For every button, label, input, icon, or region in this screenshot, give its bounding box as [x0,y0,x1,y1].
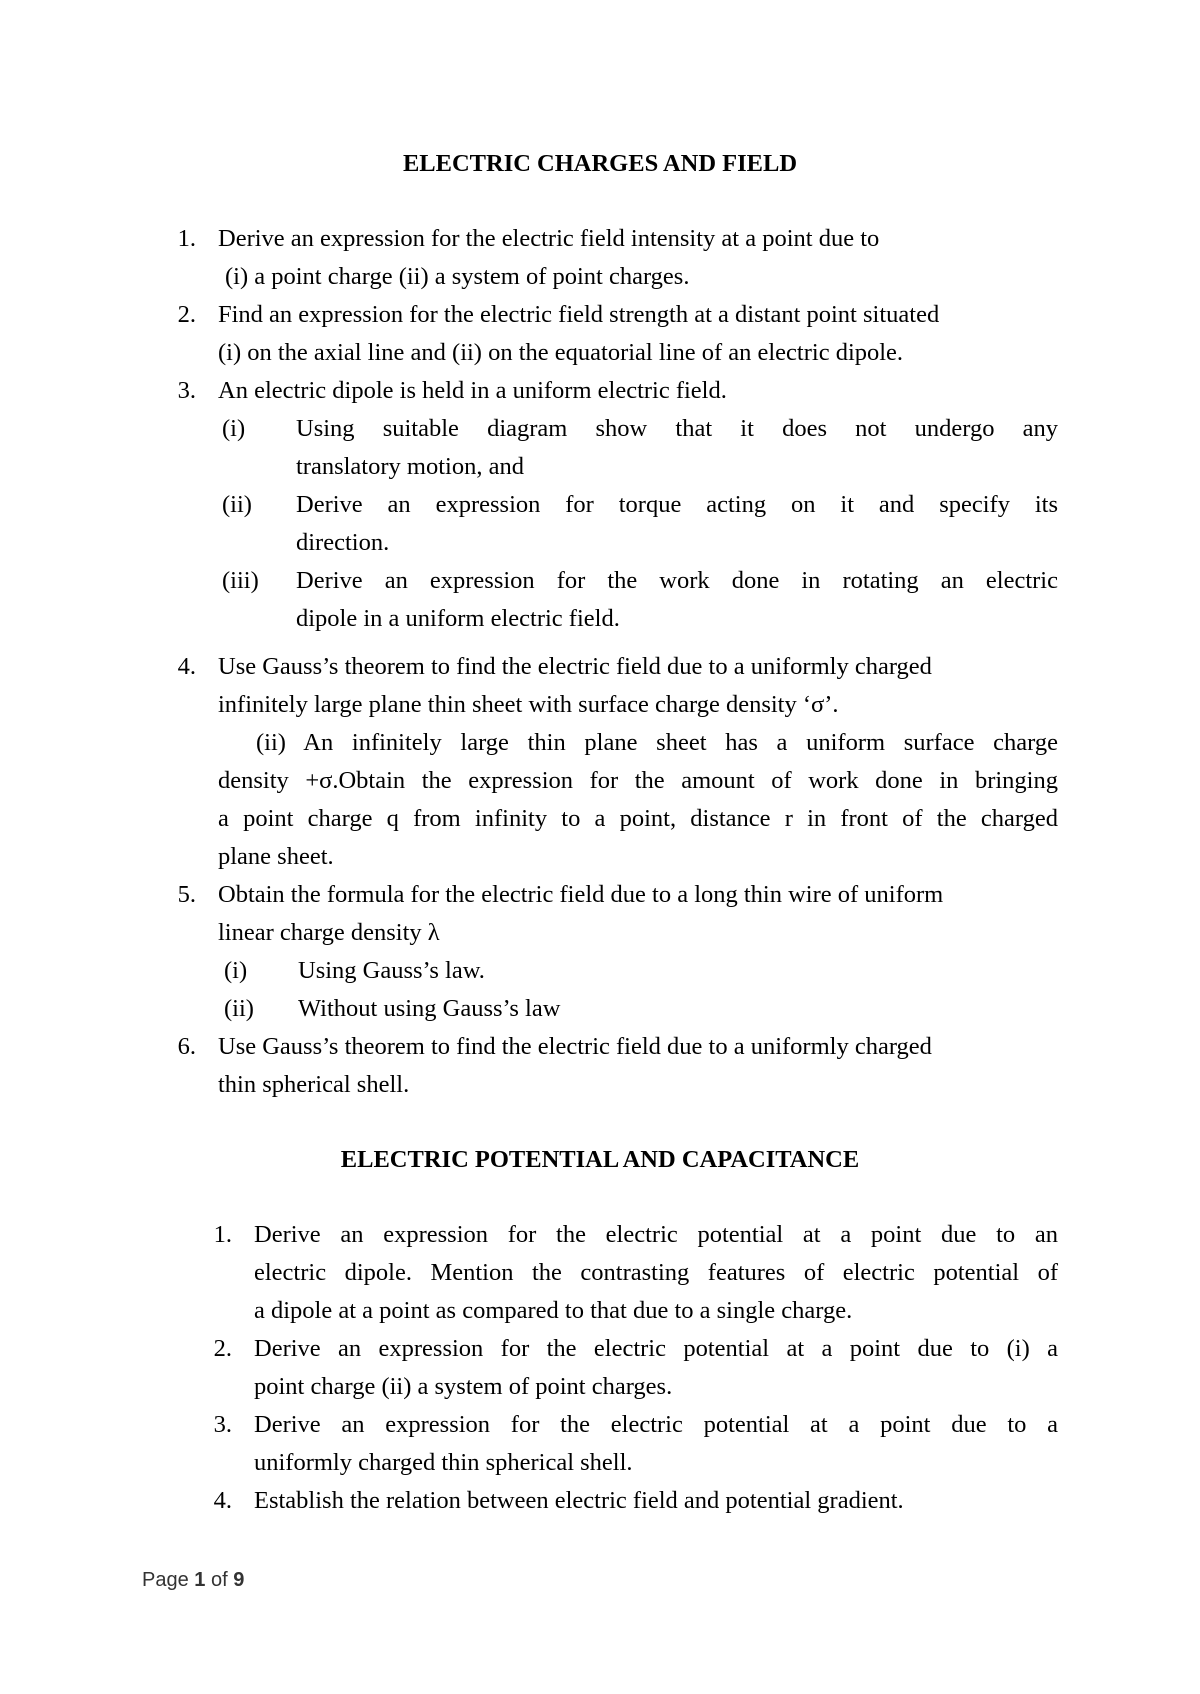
question-text: Derive an expression for the electric potential at a point due to an [254,1221,1058,1248]
question-text: Find an expression for the electric field strength at a distant point situated [218,301,940,328]
question-number: 3. [177,377,196,404]
question-text: uniformly charged thin spherical shell. [254,1449,633,1476]
question-number: 4. [177,653,196,680]
sub-item-text: Using Gauss’s law. [298,957,485,984]
question-text: Derive an expression for the electric field intensity at a point due to [218,225,880,252]
sub-item-label: (i) [222,415,246,442]
question-number: 1. [213,1221,232,1248]
footer-current-page: 1 [194,1569,206,1591]
sub-item-text: Derive an expression for the work done in rotating an electric [296,567,1058,594]
sub-item-label: (iii) [222,567,259,594]
question-number: 5. [177,881,196,908]
question-text: thin spherical shell. [218,1071,410,1098]
question-text: linear charge density λ [218,919,440,946]
sub-item-text: translatory motion, and [296,453,524,480]
sub-item-text: Using suitable diagram show that it does not undergo any [296,415,1058,442]
question-text: Derive an expression for the electric potential at a point due to (i) a [254,1335,1058,1362]
question-text: Establish the relation between electric field and potential gradient. [254,1487,904,1514]
question-text: Use Gauss’s theorem to find the electric field due to a uniformly charged [218,653,932,680]
question-text: plane sheet. [218,843,334,870]
sub-item-text: Derive an expression for torque acting on it and specify its [296,491,1058,518]
question-text: (i) a point charge (ii) a system of point charges. [225,263,690,290]
sub-item-text: direction. [296,529,390,556]
footer-total-pages: 9 [233,1569,245,1591]
question-number: 2. [213,1335,232,1362]
question-text: (ii) An infinitely large thin plane sheet has a uniform surface charge [256,729,1058,756]
question-text: a dipole at a point as compared to that due to a single charge. [254,1297,853,1324]
question-number: 4. [213,1487,232,1514]
question-text: An electric dipole is held in a uniform electric field. [218,377,727,404]
question-text: electric dipole. Mention the contrasting features of electric potential of [254,1259,1058,1286]
question-number: 1. [177,225,196,252]
question-text: point charge (ii) a system of point charges. [254,1373,673,1400]
footer-page-word: Page [142,1569,189,1591]
section-title-potential-capacitance: ELECTRIC POTENTIAL AND CAPACITANCE [340,1146,860,1173]
question-text: Derive an expression for the electric potential at a point due to a [254,1411,1058,1438]
footer-of-word: of [210,1569,228,1591]
question-text: a point charge q from infinity to a point, distance r in front of the charged [218,805,1058,832]
question-text: (i) on the axial line and (ii) on the equatorial line of an electric dipole. [218,339,904,366]
question-text: Obtain the formula for the electric field due to a long thin wire of uniform [218,881,944,908]
section-title-charges-field: ELECTRIC CHARGES AND FIELD [402,150,798,177]
page-number-footer [142,1568,244,1592]
question-number: 6. [177,1033,196,1060]
sub-item-label: (ii) [222,491,252,518]
question-text: Use Gauss’s theorem to find the electric field due to a uniformly charged [218,1033,932,1060]
question-number: 3. [213,1411,232,1438]
sub-item-label: (i) [224,957,248,984]
sub-item-text: Without using Gauss’s law [298,995,561,1022]
sub-item-label: (ii) [224,995,254,1022]
question-text: infinitely large plane thin sheet with surface charge density ‘σ’. [218,691,839,718]
sub-item-text: dipole in a uniform electric field. [296,605,620,632]
question-number: 2. [177,301,196,328]
question-text: density +σ.Obtain the expression for the amount of work done in bringing [218,767,1058,794]
